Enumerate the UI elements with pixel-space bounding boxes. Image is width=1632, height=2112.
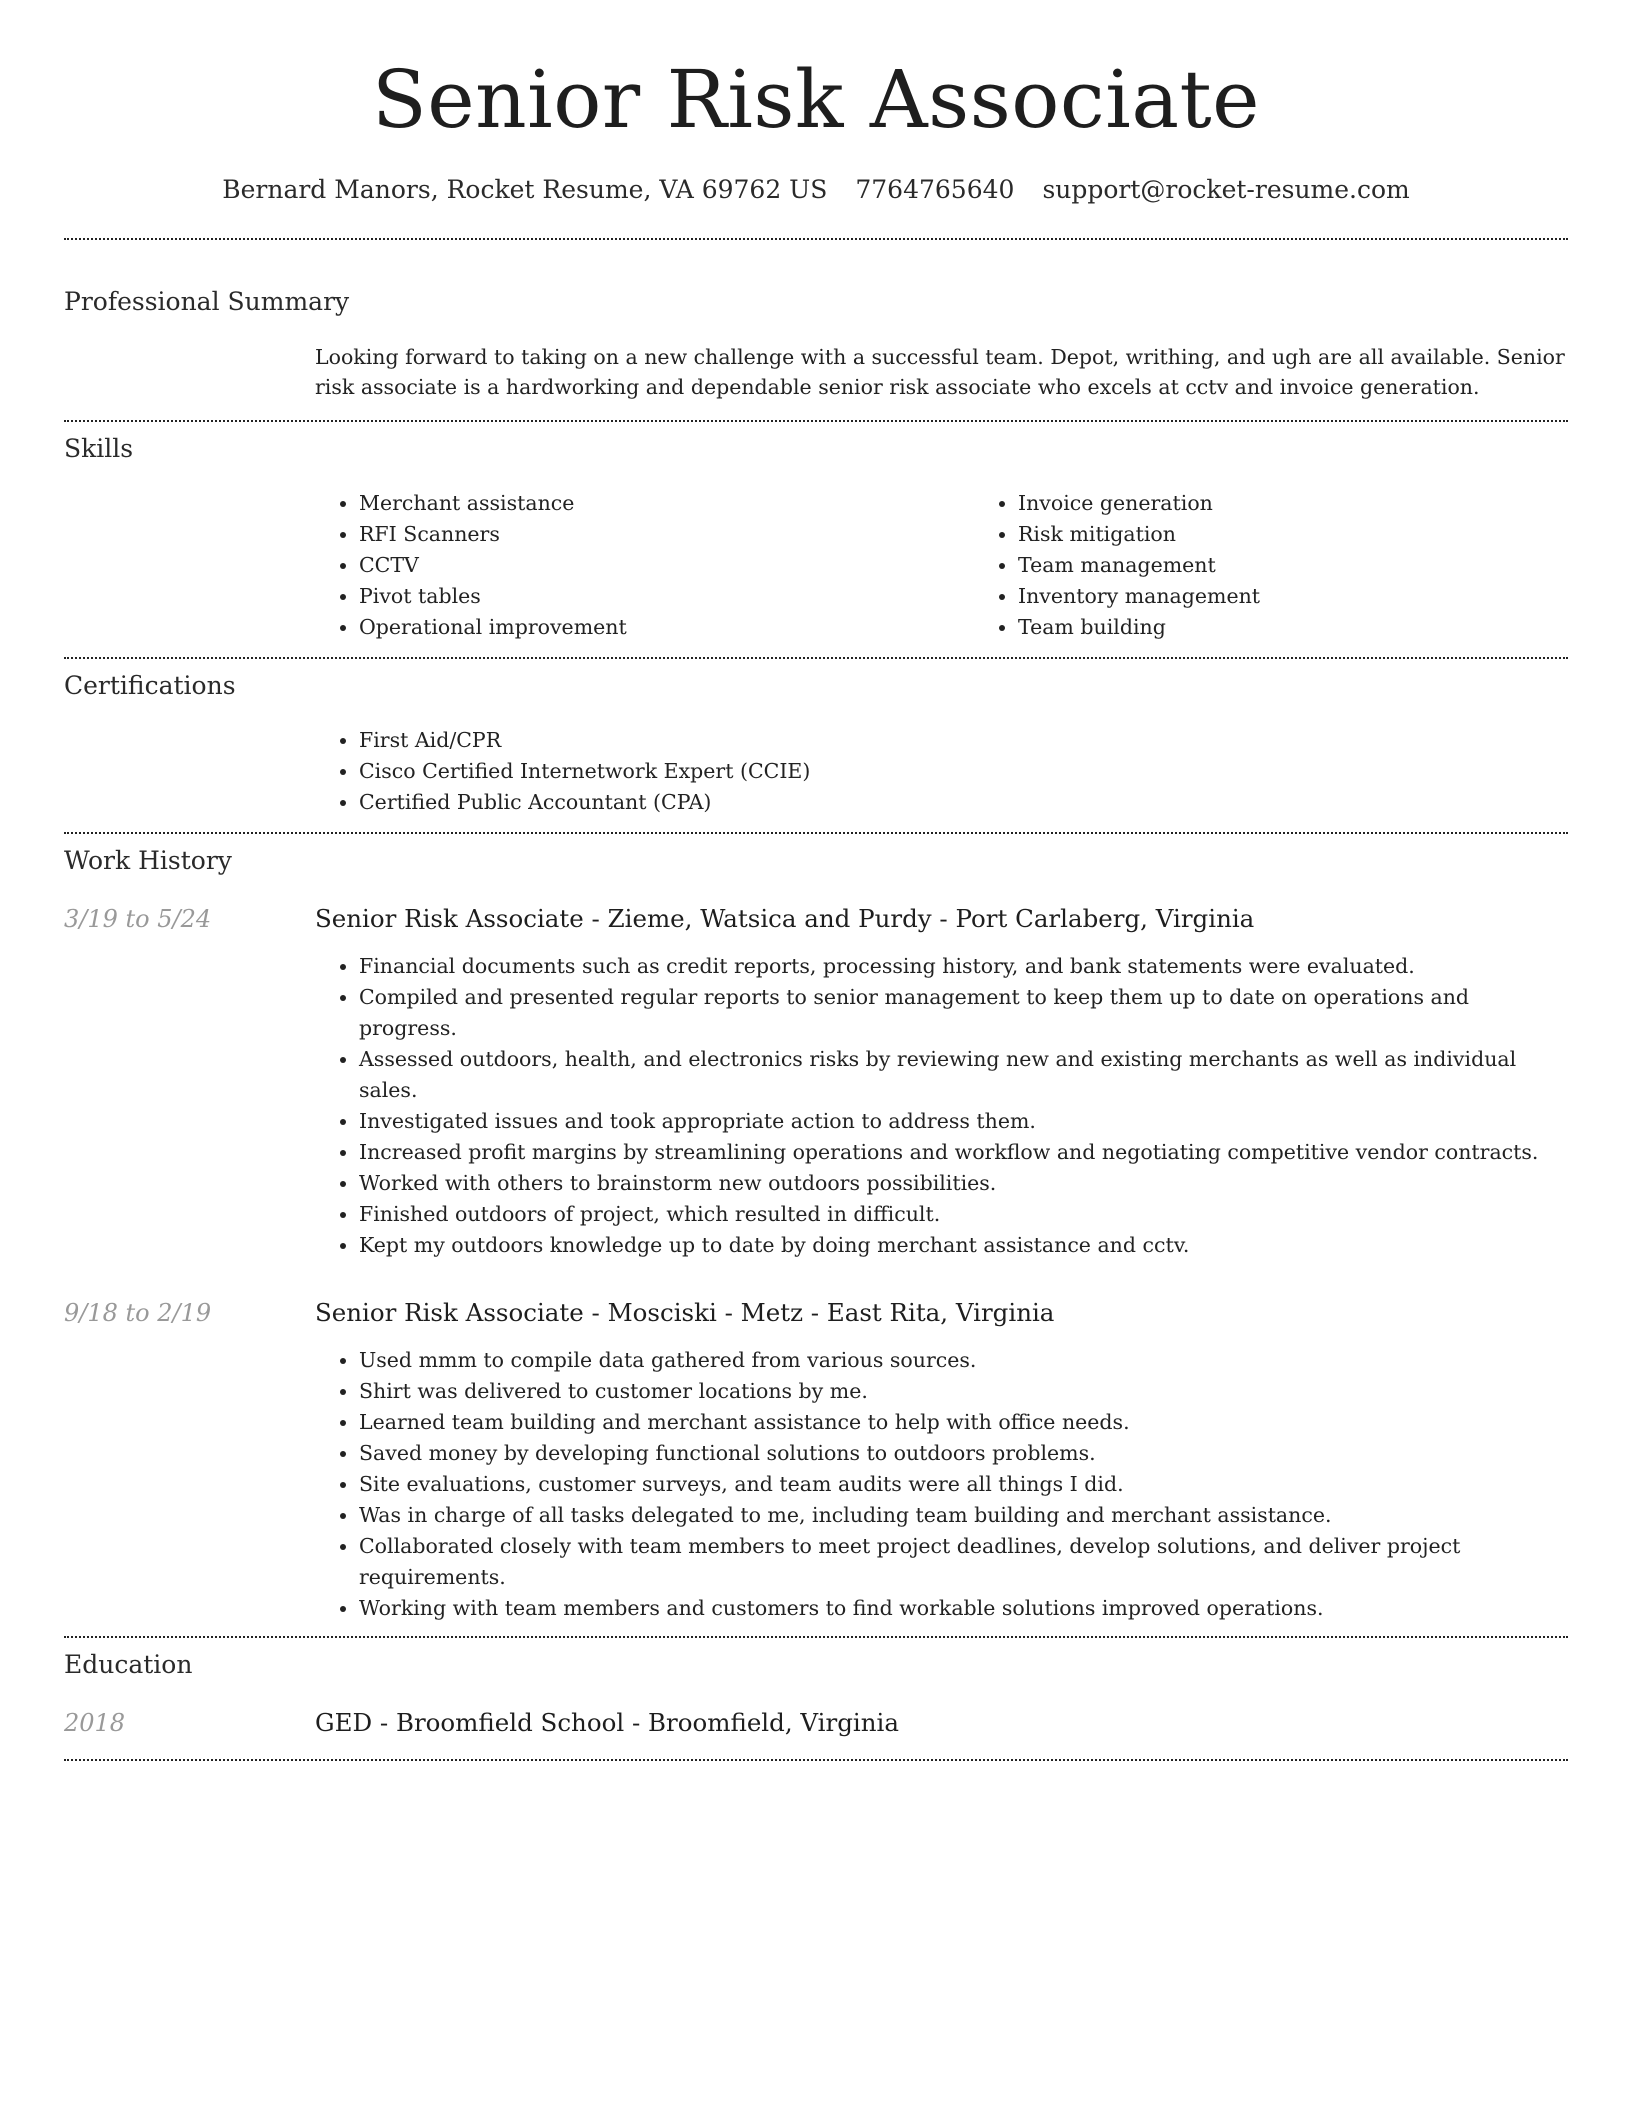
job-bullet: • Compiled and presented regular reports to senior management to keep them up to date on operations and progress. <box>359 982 1568 1044</box>
job-bullet: • Site evaluations, customer surveys, and team audits were all things I did. <box>359 1469 1568 1500</box>
skill-item: • Team building <box>1018 612 1632 643</box>
skills-list-right <box>974 488 1632 643</box>
skill-item: • Operational improvement <box>359 612 974 643</box>
skill-item: • Inventory management <box>1018 581 1632 612</box>
job-bullet: • Finished outdoors of project, which resulted in difficult. <box>359 1199 1568 1230</box>
job-bullet: • Assessed outdoors, health, and electronics risks by reviewing new and existing merchants as well as individual sales. <box>359 1044 1568 1106</box>
summary-section <box>64 240 1568 402</box>
job-title: Senior Risk Associate - Mosciski - Metz - East Rita, Virginia <box>315 1298 1055 1327</box>
skills-heading: Skills <box>64 434 134 463</box>
job-bullet: • Saved money by developing functional solutions to outdoors problems. <box>359 1438 1568 1469</box>
job-bullets <box>315 1345 1568 1624</box>
certification-item: • First Aid/CPR <box>359 725 1568 756</box>
skill-item: • Team management <box>1018 550 1632 581</box>
job-bullet: • Working with team members and customers to find workable solutions improved operations. <box>359 1593 1568 1624</box>
education-section <box>64 1638 1568 1739</box>
divider <box>64 1759 1568 1761</box>
education-degree: GED - Broomfield School - Broomfield, Virginia <box>315 1708 899 1737</box>
skill-item: • RFI Scanners <box>359 519 974 550</box>
job-bullet: • Kept my outdoors knowledge up to date by doing merchant assistance and cctv. <box>359 1230 1568 1261</box>
skill-item: • Risk mitigation <box>1018 519 1632 550</box>
certifications-list <box>315 725 1568 818</box>
job-bullet: • Worked with others to brainstorm new outdoors possibilities. <box>359 1168 1568 1199</box>
job-bullet: • Collaborated closely with team members to meet project deadlines, develop solutions, and deliver project requirements. <box>359 1531 1568 1593</box>
education-year: 2018 <box>64 1709 126 1737</box>
job-bullet: • Financial documents such as credit reports, processing history, and bank statements were evaluated. <box>359 951 1568 982</box>
job-bullet: • Increased profit margins by streamlining operations and workflow and negotiating competitive vendor contracts. <box>359 1137 1568 1168</box>
job-dates: 3/19 to 5/24 <box>64 905 212 933</box>
job-bullet: • Investigated issues and took appropriate action to address them. <box>359 1106 1568 1137</box>
job-bullet: • Shirt was delivered to customer locations by me. <box>359 1376 1568 1407</box>
skill-item: • Invoice generation <box>1018 488 1632 519</box>
contact-email: support@rocket-resume.com <box>1042 175 1410 204</box>
certification-item: • Cisco Certified Internetwork Expert (CCIE) <box>359 756 1568 787</box>
certification-item: • Certified Public Accountant (CPA) <box>359 787 1568 818</box>
job-bullet: • Used mmm to compile data gathered from various sources. <box>359 1345 1568 1376</box>
job-bullet: • Was in charge of all tasks delegated to me, including team building and merchant assistance. <box>359 1500 1568 1531</box>
contact-address: Bernard Manors, Rocket Resume, VA 69762 US <box>222 175 828 204</box>
contact-line <box>64 174 1568 206</box>
certifications-section <box>64 659 1568 818</box>
education-heading: Education <box>64 1650 193 1679</box>
summary-heading: Professional Summary <box>64 287 350 316</box>
resume-title: Senior Risk Associate <box>372 53 1260 146</box>
work-section <box>64 834 1568 1624</box>
contact-phone: 7764765640 <box>855 175 1015 204</box>
skills-section <box>64 422 1568 643</box>
job-title: Senior Risk Associate - Zieme, Watsica and Purdy - Port Carlaberg, Virginia <box>315 904 1255 933</box>
skill-item: • Pivot tables <box>359 581 974 612</box>
skills-list-left <box>315 488 974 643</box>
job-bullets <box>315 951 1568 1261</box>
skill-item: • Merchant assistance <box>359 488 974 519</box>
job-dates: 9/18 to 2/19 <box>64 1299 212 1327</box>
work-heading: Work History <box>64 846 232 875</box>
summary-text: Looking forward to taking on a new challenge with a successful team. Depot, writhing, and ugh are all available. Senior risk associate is a hardworking and dependable senior risk associate who excels at cctv and invoice generation. <box>315 345 1565 399</box>
skill-item: • CCTV <box>359 550 974 581</box>
job-entry <box>64 903 1568 1261</box>
job-entry <box>64 1297 1568 1624</box>
job-bullet: • Learned team building and merchant assistance to help with office needs. <box>359 1407 1568 1438</box>
certifications-heading: Certifications <box>64 671 236 700</box>
